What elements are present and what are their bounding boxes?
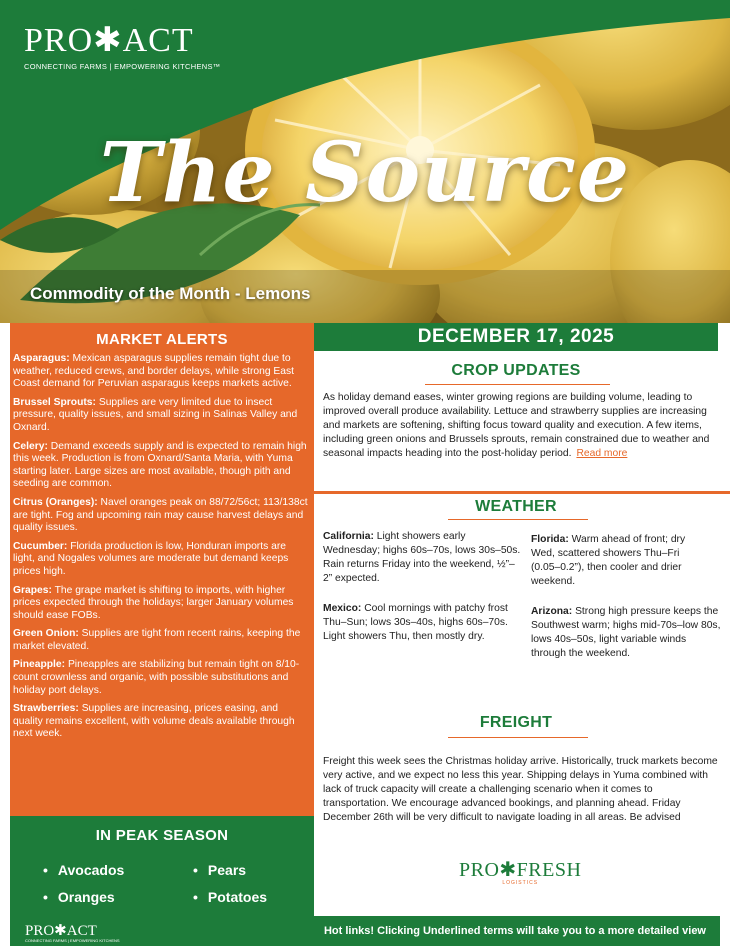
alert-text: The grape market is shifting to imports, with higher prices expected through the holidays; larger January volumes should ease FOBs. [13,584,294,621]
weather-underline [448,519,588,520]
freight-text: Freight this week sees the Christmas holiday arrive. Historically, truck markets become very active, and we expect no less this year. Shipping delays in Yuma combined with lack of truck capacity will create a challenging scenario when it comes to transportation. We encourage advanced bookings, and planning ahead. Friday December 26th will be very difficult to navigate loading in all areas. Be advised [323,756,718,823]
alert-cucumber [10,541,314,579]
weather-california [323,530,523,586]
region-text: Cool mornings with patchy frost Thu–Sun; lows 30s–40s, highs 60s–70s. Light showers Thu, then mostly dry. [323,603,508,642]
region-text: Light showers early Wednesday; highs 60s–70s, lows 30s–50s. Rain returns Friday into the weekend, ½”–2” expected. [323,531,521,584]
region-name: Mexico: [323,603,362,614]
alert-text: Florida production is low, Honduran imports are light, and Nogales volumes are moderate but demand keeps prices high. [13,540,289,577]
alert-green-onion [10,628,314,653]
alert-citrus [10,497,314,535]
issue-date: DECEMBER 17, 2025 [314,323,718,351]
market-alerts-panel [10,323,314,816]
alert-text: Supplies are tight from recent rains, keeping the market elevated. [13,628,301,652]
peak-item-potatoes: • Potatoes [193,889,267,905]
commodity-of-month: Commodity of the Month - Lemons [30,284,311,303]
peak-item-pears: • Pears [193,862,246,878]
peak-item-oranges: • Oranges [43,889,115,905]
market-alerts-heading: MARKET ALERTS [96,331,228,348]
alert-pineapple [10,659,314,697]
crop-updates-underline [425,384,610,385]
alert-name: Citrus (Oranges): [13,496,98,508]
profresh-name: PRO✱FRESH [459,859,582,881]
newsletter-title: The Source [99,125,631,221]
region-text: Strong high pressure keeps the Southwest warm; highs mid-70s–low 80s, lows 40s–50s, light variable winds through the weekend. [531,606,721,659]
hero-banner [0,0,730,323]
alert-brussel-sprouts [10,397,314,435]
alert-name: Grapes: [13,584,52,596]
crop-updates-body: As holiday demand eases, winter growing regions are building volume, leading to improved overall produce availability. Lettuce and strawberry supplies are increasing and markets are softening, shifting focus toward quality and execution. A few items, including green onions and Brussels sprouts, remain constrained due to weather and seasonal impacts heading into the post-holiday period. [323,392,710,459]
alert-text: Supplies are very limited due to insect pressure, quality issues, and small sizing in Salinas Valley and Oxnard. [13,396,298,433]
profresh-logo [459,857,581,886]
proact-logo [24,24,221,71]
crop-updates-text [323,391,718,461]
alert-text: Pineapples are stabilizing but remain tight on 8/10-count crownless and organic, with possible substitutions and holiday port delays. [13,659,300,696]
footer-logo: PRO✱ACT [25,923,97,939]
weather-arizona [531,605,721,661]
alert-text: Supplies are increasing, prices easing, and quality remains excellent, with volume deals available through next week. [13,703,295,740]
alert-asparagus [10,353,314,391]
alert-celery [10,441,314,491]
alert-text: Navel oranges peak on 88/72/56ct; 113/138ct are tight. Fog and upcoming rain may cause harvest delays and quality issues. [13,496,308,534]
alert-text: Mexican asparagus supplies remain tight due to weather, reduced crews, and border delays, while strong East Coast demand for Peruvian asparagus keeps markets active. [13,353,295,390]
section-divider [314,491,730,494]
alert-name: Asparagus: [13,353,70,364]
alert-name: Strawberries: [13,703,79,715]
freight-underline [448,737,588,738]
region-name: Arizona: [531,606,573,617]
logo-text: PRO✱ACT [24,22,194,59]
alert-text: Demand exceeds supply and is expected to remain high this week. Production is from Oxnard/Santa Maria, with Yuma starting later. Large sizes are most available, though pith and seeding are common. [13,440,307,490]
alert-name: Celery: [13,440,48,452]
alert-name: Cucumber: [13,540,68,552]
alert-grapes [10,585,314,623]
footer-bar [10,916,720,946]
crop-updates-heading: CROP UPDATES [451,362,581,379]
alert-name: Brussel Sprouts: [13,396,96,408]
alert-name: Pineapple: [13,659,66,671]
region-name: California: [323,531,374,542]
peak-season-panel [10,816,314,916]
weather-heading: WEATHER [475,498,557,515]
footer-tagline: CONNECTING FARMS | EMPOWERING KITCHENS [25,938,120,943]
profresh-sub: LOGISTICS [502,880,539,886]
weather-mexico [323,602,519,644]
freight-heading: FREIGHT [479,714,553,731]
peak-item-avocados: • Avocados [43,862,124,878]
logo-tagline: CONNECTING FARMS | EMPOWERING KITCHENS™ [24,62,221,71]
region-text: Warm ahead of front; dry Wed, scattered showers Thu–Fri (0.05–0.2”), then cooler and drier weekend. [531,534,686,587]
weather-florida [531,533,711,589]
peak-season-heading: IN PEAK SEASON [95,827,229,844]
hot-links-note: Hot links! Clicking Underlined terms will take you to a more detailed view [323,925,706,937]
region-name: Florida: [531,534,569,545]
alert-name: Green Onion: [13,628,79,640]
read-more-link[interactable]: Read more [576,448,628,459]
alert-strawberries [10,703,314,741]
